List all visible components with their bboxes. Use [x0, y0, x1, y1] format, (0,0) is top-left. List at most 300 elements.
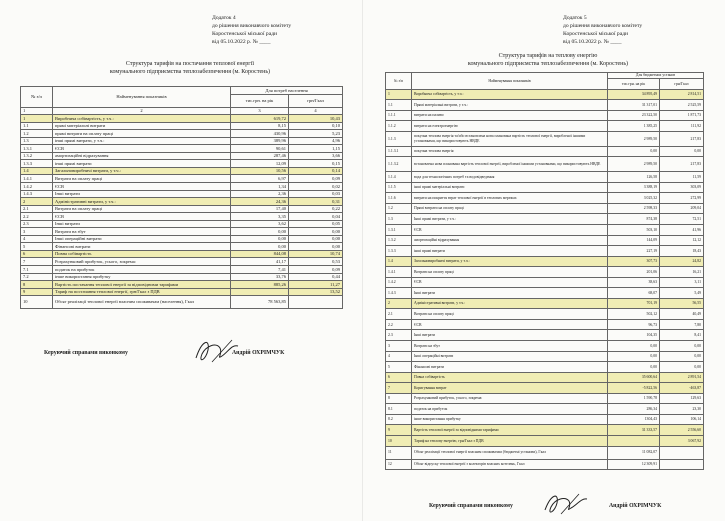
row-number: 8: [21, 281, 53, 289]
row-number: 1.3.3: [386, 246, 412, 257]
row-value-per-year: 0,00: [231, 243, 289, 251]
row-value-per-year: 389,96: [231, 137, 289, 145]
table-row: [21, 190, 343, 198]
row-number: 1.4.1: [21, 175, 53, 183]
tariff-structure-table: [385, 72, 704, 470]
row-value-per-year: 1,34: [231, 183, 289, 191]
handwritten-signature: [541, 490, 591, 518]
row-label: Витрати на оплату праці: [412, 309, 608, 320]
row-value-per-gcal: 217,83: [660, 131, 704, 146]
header-unit: тис.грн. на рік: [608, 79, 660, 90]
row-value-per-year: 430,96: [231, 130, 289, 138]
table-row: [386, 435, 704, 446]
row-value-per-year: 38,63: [608, 277, 660, 288]
row-value-per-gcal: 24,82: [660, 256, 704, 267]
row-value-per-year: 31 317,01: [608, 100, 660, 111]
row-value-per-gcal: 0,00: [660, 146, 704, 157]
table-row: [21, 152, 343, 160]
table-row: [386, 182, 704, 193]
row-number: 9: [21, 288, 53, 296]
row-number: 1.1.6: [386, 193, 412, 204]
table-row: [386, 100, 704, 111]
row-label: Коригування витрат: [412, 383, 608, 394]
row-label: амортизаційні відрахування: [53, 152, 231, 160]
table-row: [386, 319, 704, 330]
table-row: [386, 256, 704, 267]
row-value-per-year: 286,34: [608, 404, 660, 415]
row-label: витрати на покриття втрат теплової енергії в теплових мережах: [412, 193, 608, 204]
row-value-per-year: 6,97: [231, 175, 289, 183]
signature-position: Керуючий справами виконкому: [44, 350, 128, 356]
row-value-per-gcal: 18,43: [660, 246, 704, 257]
row-label: ЄСВ: [412, 277, 608, 288]
row-value-per-year: 0,00: [231, 235, 289, 243]
table-row: [21, 288, 343, 296]
row-label: ЄСВ: [53, 183, 231, 191]
table-row: [386, 172, 704, 183]
row-value-per-year: 1 385,25: [608, 121, 660, 132]
row-label: Вартість теплової енергії за відповідними тарифами: [412, 425, 608, 436]
table-row: [386, 446, 704, 459]
row-value-per-gcal: 41,96: [660, 225, 704, 236]
row-label: Фінансові витрати: [412, 362, 608, 373]
row-value-per-year: 874,38: [608, 214, 660, 225]
row-label: інші прямі витрати: [412, 246, 608, 257]
row-value-per-gcal: 72,51: [660, 214, 704, 225]
row-value-per-gcal: 0,44: [289, 273, 343, 281]
row-label: Інші витрати: [412, 288, 608, 299]
row-value-per-gcal: 0,10: [289, 122, 343, 130]
row-number: 1.1.3: [386, 131, 412, 146]
addendum-line: від 05.10.2022 р. № ____: [212, 39, 271, 45]
row-value-per-gcal: 11,59: [660, 172, 704, 183]
row-number: 2.2: [386, 319, 412, 330]
row-label: інші прямі витрати, у т.ч.:: [53, 137, 231, 145]
row-value-per-year: 2 989,50: [608, 131, 660, 146]
title-line: Структура тарифів на теплову енергію: [498, 53, 598, 59]
table-row: [386, 404, 704, 415]
row-value-per-gcal: 3 067,92: [660, 435, 704, 446]
row-label: інші прямі витрати: [53, 160, 231, 168]
row-value-per-year: [231, 288, 289, 296]
row-value-per-gcal: 0,00: [289, 243, 343, 251]
row-label: податок на прибуток: [412, 404, 608, 415]
title-line: комунального підприємства теплозабезпечення (м. Коростень): [109, 69, 271, 75]
index-cell: 3: [231, 107, 289, 115]
row-value-per-year: 1304,43: [608, 414, 660, 425]
table-row: [386, 246, 704, 257]
row-label: Обсяг відпуску теплової енергії з колекторів власних котелень, Гкал: [412, 459, 608, 470]
table-row: [386, 146, 704, 157]
table-row: [386, 203, 704, 214]
row-number: 8: [386, 393, 412, 404]
row-value-per-year: 41,17: [231, 258, 289, 266]
table-row: [21, 235, 343, 243]
table-row: [21, 167, 343, 175]
row-value-per-gcal: 0,15: [289, 160, 343, 168]
row-label: податок на прибуток: [53, 266, 231, 274]
row-value-per-gcal: 3,11: [660, 277, 704, 288]
row-value-per-year: 8,15: [231, 122, 289, 130]
table-row: [386, 425, 704, 436]
row-value-per-gcal: 2 525,59: [660, 100, 704, 111]
table-row: [386, 414, 704, 425]
row-number: 10: [386, 435, 412, 446]
row-value-per-year: 104,35: [608, 330, 660, 341]
row-number: 8.2: [386, 414, 412, 425]
row-number: 3: [386, 341, 412, 352]
row-number: 7: [386, 383, 412, 394]
header-unit: грн/Гкал: [289, 94, 343, 107]
document-title: [30, 60, 350, 76]
row-value-per-year: 3 025,32: [608, 193, 660, 204]
row-label: покупна теплова енергія: [412, 146, 608, 157]
signatory-name: Андрій ОХРІМЧУК: [609, 503, 662, 509]
row-number: 2.1: [386, 309, 412, 320]
row-value-per-gcal: 3,66: [289, 152, 343, 160]
row-value-per-gcal: 4,96: [289, 137, 343, 145]
row-number: 2.3: [386, 330, 412, 341]
row-value-per-year: 31 333,57: [608, 425, 660, 436]
row-label: Тариф на теплову енергію, грн/Гкал з ПДВ: [412, 435, 608, 446]
table-row: [21, 220, 343, 228]
row-number: 1.1.5: [386, 182, 412, 193]
table-row: [386, 277, 704, 288]
row-number: 5: [386, 362, 412, 373]
row-number: 1.3.3: [21, 160, 53, 168]
row-number: 1.1.3.1: [386, 146, 412, 157]
table-row: [386, 372, 704, 383]
row-value-per-year: 287,46: [231, 152, 289, 160]
table-row: [386, 89, 704, 100]
row-value-per-year: 78 563,85: [231, 296, 289, 309]
row-number: 1: [21, 115, 53, 123]
table-row: [386, 193, 704, 204]
row-number: 6: [386, 372, 412, 383]
row-value-per-year: 0,00: [608, 351, 660, 362]
row-number: 2.1: [21, 205, 53, 213]
table-row: [21, 258, 343, 266]
row-number: 1.4.1: [386, 267, 412, 278]
row-number: 1.1.1: [386, 110, 412, 121]
row-label: Обсяг реалізації теплової енергії власним споживачам (бюджетні установи), Гкал: [412, 446, 608, 459]
tariff-structure-table: [20, 86, 343, 309]
row-number: 1.1.3.2: [386, 157, 412, 172]
row-label: ЄСВ: [53, 145, 231, 153]
table-row: [386, 121, 704, 132]
row-label: прямі матеріальні витрати: [53, 122, 231, 130]
row-value-per-year: 885,26: [231, 281, 289, 289]
table-row: [386, 288, 704, 299]
table-row: [386, 157, 704, 172]
row-number: 7.1: [21, 266, 53, 274]
row-value-per-year: 0,00: [608, 362, 660, 373]
row-number: 7.2: [21, 273, 53, 281]
row-label: амортизаційні відрахування: [412, 235, 608, 246]
row-label: ЄСВ: [412, 225, 608, 236]
row-number: 1.4: [21, 167, 53, 175]
row-label: Адміністративні витрати, у т.ч.:: [412, 298, 608, 309]
table-row: [21, 198, 343, 206]
row-label: Загальновиробничі витрати, у т.ч.:: [53, 167, 231, 175]
table-header-row: [21, 87, 343, 95]
table-row: [21, 145, 343, 153]
row-value-per-year: 701,19: [608, 298, 660, 309]
addendum-line: Коростенської міської ради: [212, 31, 278, 37]
row-value-per-gcal: 0,14: [289, 167, 343, 175]
row-label: вода для технологічних потреб та водовідведення: [412, 172, 608, 183]
row-label: встановлена нова планована вартість теплової енергії, виробленої іншими установками, що використовують НВДЕ: [412, 157, 608, 172]
table-row: [386, 459, 704, 470]
row-label: Інші витрати: [53, 190, 231, 198]
row-value-per-year: 307,73: [608, 256, 660, 267]
index-cell: 1: [21, 107, 53, 115]
header-num: № з/п: [21, 87, 53, 108]
row-value-per-gcal: 56,55: [660, 298, 704, 309]
row-number: 1.3.2: [21, 152, 53, 160]
row-number: 4: [21, 235, 53, 243]
row-value-per-gcal: 2 814,51: [660, 89, 704, 100]
row-label: Інші витрати: [412, 330, 608, 341]
row-value-per-year: 34 895,49: [608, 89, 660, 100]
row-value-per-gcal: 0,03: [289, 190, 343, 198]
row-number: 7: [21, 258, 53, 266]
addendum-line: до рішення виконавчого комітету: [212, 23, 292, 29]
table-row: [21, 273, 343, 281]
row-value-per-gcal: 272,99: [660, 193, 704, 204]
row-value-per-gcal: 23,30: [660, 404, 704, 415]
row-value-per-gcal: 5,23: [289, 130, 343, 138]
row-number: 1.4.3: [21, 190, 53, 198]
table-row: [21, 213, 343, 221]
row-value-per-gcal: 1 871,73: [660, 110, 704, 121]
row-value-per-gcal: 0,31: [289, 198, 343, 206]
row-value-per-year: 3 388,19: [608, 182, 660, 193]
row-number: 8.1: [386, 404, 412, 415]
table-row: [21, 266, 343, 274]
row-number: 2.2: [21, 213, 53, 221]
row-label: Інші прямі витрати, у т.ч.:: [412, 214, 608, 225]
row-number: 9: [386, 425, 412, 436]
row-value-per-year: 11 082,07: [608, 446, 660, 459]
row-value-per-gcal: 0,53: [289, 258, 343, 266]
row-label: Тариф на постачання теплової енергії, грн/Гкал з ПДВ: [53, 288, 231, 296]
row-label: Розрахунковий прибуток, усього, зокрема:: [412, 393, 608, 404]
table-row: [386, 362, 704, 373]
row-number: 1.1.2: [386, 121, 412, 132]
header-name: Найменування показників: [53, 87, 231, 108]
row-label: інші прямі матеріальні витрати: [412, 182, 608, 193]
title-line: комунального підприємства теплозабезпечення (м. Коростень): [467, 61, 629, 67]
row-value-per-year: 90,61: [231, 145, 289, 153]
table-header-row: [386, 73, 704, 79]
signature-position: Керуючий справами виконкому: [429, 503, 513, 509]
row-value-per-year: 0,00: [608, 146, 660, 157]
table-row: [21, 243, 343, 251]
row-value-per-gcal: 12,12: [660, 235, 704, 246]
header-group: Для потреб населення: [231, 87, 343, 95]
row-number: 2: [21, 198, 53, 206]
row-value-per-year: -5 822,56: [608, 383, 660, 394]
row-number: 1.2: [21, 130, 53, 138]
row-number: 4: [386, 351, 412, 362]
row-label: інше використання прибутку: [53, 273, 231, 281]
row-value-per-year: 35 600,64: [608, 372, 660, 383]
row-value-per-gcal: 0,09: [289, 175, 343, 183]
row-label: Витрати на оплату праці: [53, 175, 231, 183]
row-value-per-year: 2 989,50: [608, 157, 660, 172]
row-label: Повна собівартість: [53, 250, 231, 258]
row-value-per-gcal: 7,80: [660, 319, 704, 330]
table-row: [386, 225, 704, 236]
row-value-per-year: 68,07: [608, 288, 660, 299]
row-value-per-gcal: 129,63: [660, 393, 704, 404]
table-row: [21, 296, 343, 309]
row-number: 1.4.2: [386, 277, 412, 288]
table-row: [21, 228, 343, 236]
addendum-block: [212, 14, 291, 46]
row-value-per-gcal: 0,22: [289, 205, 343, 213]
row-number: 1.3: [386, 214, 412, 225]
table-row: [386, 267, 704, 278]
table-row: [386, 330, 704, 341]
row-label: ЄСВ: [53, 213, 231, 221]
row-number: 1.4.2: [21, 183, 53, 191]
row-label: Розрахунковий прибуток, усього, зокрема:: [53, 258, 231, 266]
signatory-name: Андрій ОХРІМЧУК: [232, 350, 285, 356]
row-number: 1.3.2: [386, 235, 412, 246]
row-label: Загальновиробничі витрати, у т.ч.:: [412, 256, 608, 267]
table-row: [386, 393, 704, 404]
table-row: [386, 131, 704, 146]
row-value-per-gcal: 0,00: [660, 351, 704, 362]
row-value-per-gcal: [289, 296, 343, 309]
row-value-per-year: 502,12: [608, 309, 660, 320]
row-label: Виробнича собівартість, у т.ч.:: [412, 89, 608, 100]
row-label: Прямі матеріальні витрати, у т.ч.:: [412, 100, 608, 111]
document-page-addendum-5: [363, 0, 725, 521]
addendum-line: до рішення виконавчого комітету: [563, 23, 643, 29]
row-value-per-gcal: 0,00: [660, 362, 704, 373]
row-label: Повна собівартість: [412, 372, 608, 383]
addendum-line: від 05.10.2022 р. № ____: [563, 39, 622, 45]
row-value-per-gcal: 217,83: [660, 157, 704, 172]
document-title: [383, 52, 713, 68]
row-value-per-gcal: 0,00: [289, 228, 343, 236]
row-value-per-gcal: 209,04: [660, 203, 704, 214]
row-label: Витрати на збут: [412, 341, 608, 352]
row-value-per-gcal: 106,14: [660, 414, 704, 425]
row-number: 1.4: [386, 256, 412, 267]
row-value-per-gcal: 0,02: [289, 183, 343, 191]
row-value-per-year: 144,09: [608, 235, 660, 246]
row-value-per-gcal: 16,21: [660, 267, 704, 278]
row-number: 10: [21, 296, 53, 309]
row-number: 2: [386, 298, 412, 309]
row-number: 1.3: [21, 137, 53, 145]
row-value-per-year: 96,73: [608, 319, 660, 330]
row-label: Фінансові витрати: [53, 243, 231, 251]
addendum-line: Додаток 4: [212, 15, 236, 21]
row-value-per-gcal: 11,27: [289, 281, 343, 289]
row-number: 12: [386, 459, 412, 470]
row-value-per-year: 33,76: [231, 273, 289, 281]
header-group: Для бюджетних установ: [608, 73, 704, 79]
row-label: Адміністративні витрати, у т.ч.:: [53, 198, 231, 206]
row-value-per-year: 844,08: [231, 250, 289, 258]
row-label: Інші операційні витрати: [412, 351, 608, 362]
row-number: 1.1: [21, 122, 53, 130]
row-value-per-year: 0,00: [608, 341, 660, 352]
row-label: ЄСВ: [412, 319, 608, 330]
index-cell: 4: [289, 107, 343, 115]
row-label: Інші витрати: [53, 220, 231, 228]
row-value-per-gcal: 2 556,60: [660, 425, 704, 436]
row-label: Витрати на оплату праці: [412, 267, 608, 278]
row-value-per-gcal: 1,15: [289, 145, 343, 153]
row-number: 1.3.1: [21, 145, 53, 153]
table-row: [21, 122, 343, 130]
title-line: Структура тарифів на постачання теплової енергії: [125, 61, 255, 67]
table-index-row: [21, 107, 343, 115]
row-value-per-gcal: 0,00: [660, 341, 704, 352]
table-row: [386, 309, 704, 320]
table-row: [386, 341, 704, 352]
header-unit: грн/Гкал: [660, 79, 704, 90]
row-value-per-year: 24,36: [231, 198, 289, 206]
row-value-per-year: 0,00: [231, 228, 289, 236]
row-value-per-year: 126,58: [608, 172, 660, 183]
table-row: [21, 137, 343, 145]
row-label: витрати на електроенергію: [412, 121, 608, 132]
row-value-per-year: 10,56: [231, 167, 289, 175]
table-row: [21, 183, 343, 191]
row-value-per-gcal: 10,43: [289, 115, 343, 123]
row-value-per-gcal: 10,74: [289, 250, 343, 258]
row-number: 1.1: [386, 100, 412, 111]
table-row: [21, 130, 343, 138]
row-value-per-year: 17,40: [231, 205, 289, 213]
row-value-per-gcal: 111,92: [660, 121, 704, 132]
row-label: Вартість постачання теплової енергії за відповідними тарифами: [53, 281, 231, 289]
header-name: Найменування показників: [412, 73, 608, 90]
row-value-per-year: 619,72: [231, 115, 289, 123]
table-row: [21, 281, 343, 289]
row-label: Виробнича собівартість, у т.ч.:: [53, 115, 231, 123]
row-value-per-gcal: 8,41: [660, 330, 704, 341]
row-value-per-year: 1 590,78: [608, 393, 660, 404]
row-value-per-year: 2 598,33: [608, 203, 660, 214]
table-row: [386, 214, 704, 225]
table-row: [21, 115, 343, 123]
row-value-per-year: 23 322,50: [608, 110, 660, 121]
row-label: Витрати на збут: [53, 228, 231, 236]
row-label: Прямі витрати на оплату праці: [412, 203, 608, 214]
row-value-per-gcal: 303,09: [660, 182, 704, 193]
table-row: [386, 298, 704, 309]
row-label: витрати на паливо: [412, 110, 608, 121]
row-label: Витрати на оплату праці: [53, 205, 231, 213]
table-row: [21, 250, 343, 258]
row-number: 1.2: [386, 203, 412, 214]
table-row: [386, 110, 704, 121]
row-value-per-year: 227,19: [608, 246, 660, 257]
row-value-per-year: 201,06: [608, 267, 660, 278]
row-value-per-year: 503,10: [608, 225, 660, 236]
row-value-per-gcal: [660, 446, 704, 459]
row-value-per-year: 3,35: [231, 213, 289, 221]
row-value-per-year: 12 309,91: [608, 459, 660, 470]
